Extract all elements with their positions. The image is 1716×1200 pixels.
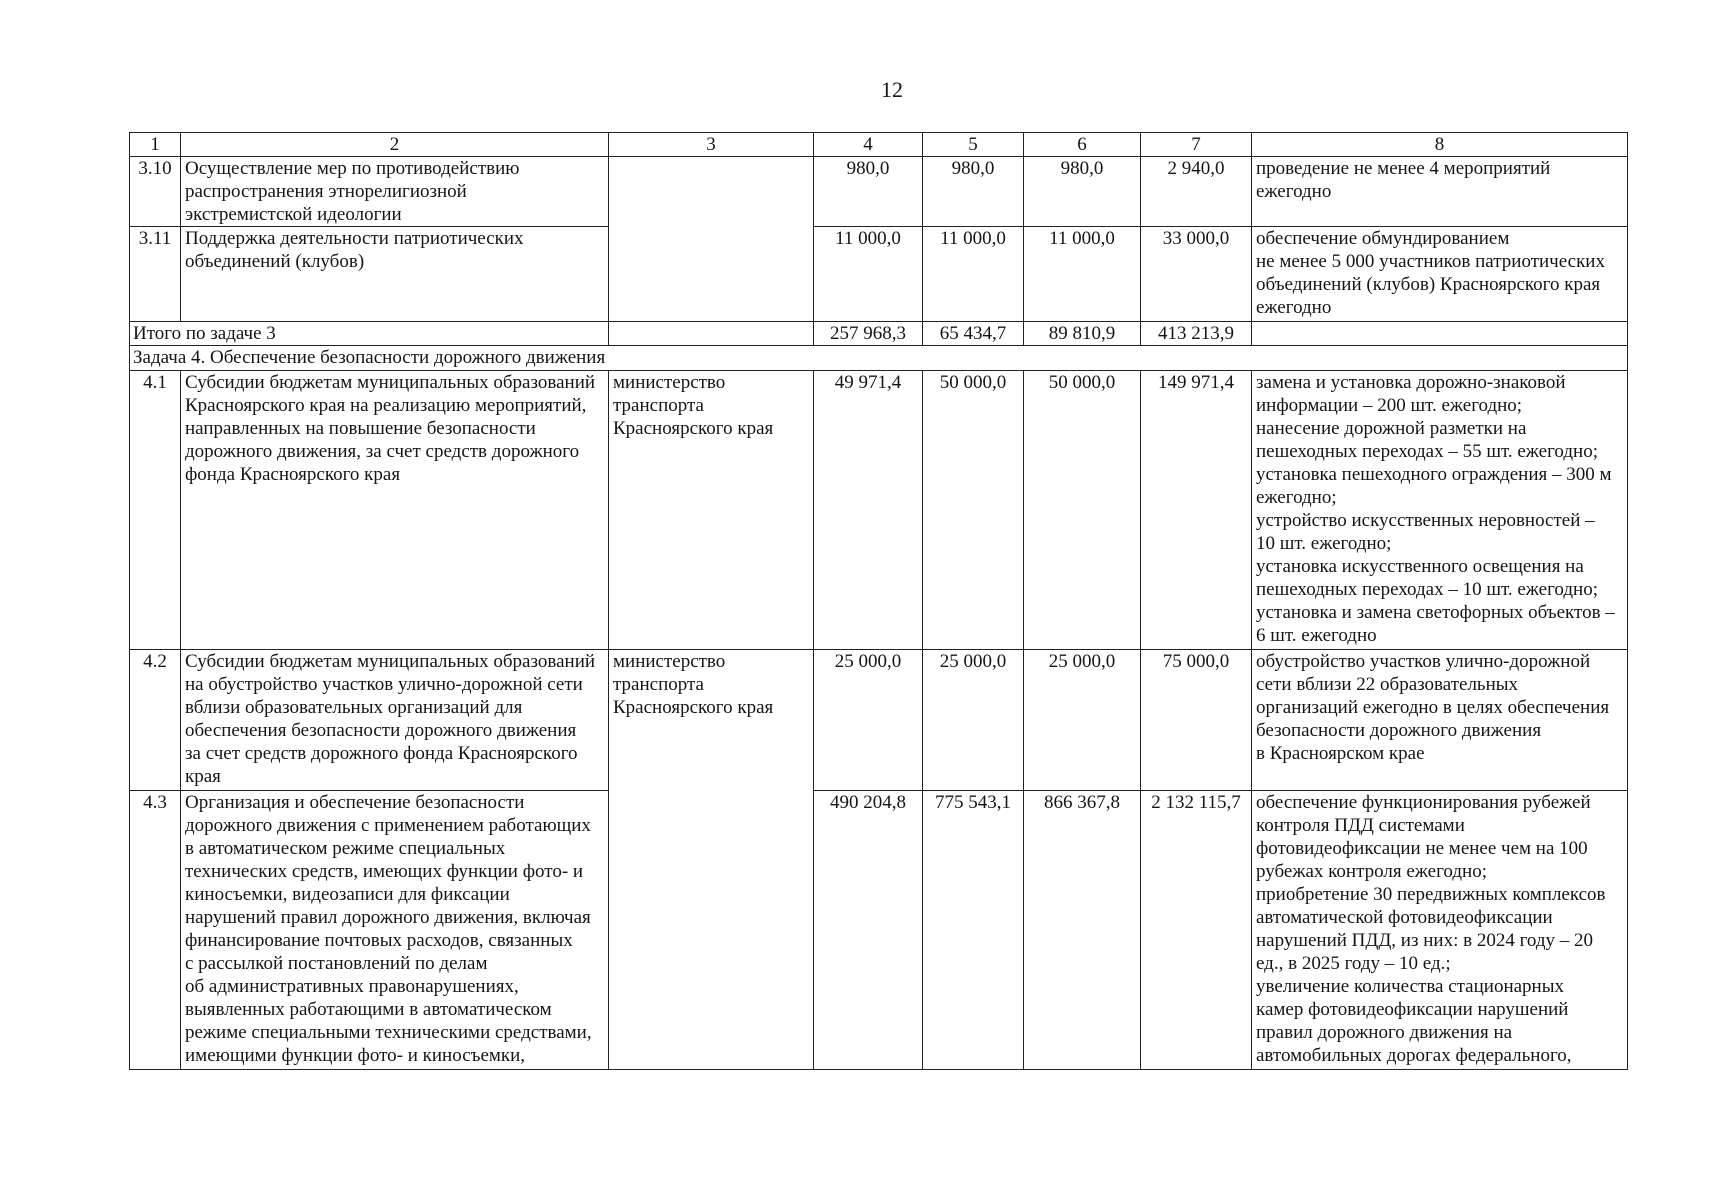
expected-result: обеспечение функционирования рубежей контроля ПДД системами фотовидеофиксации не менее чем на 100 рубежах контроля ежегодно; приобретение 30 передвижных комплексов автоматической фотовидеофиксации нарушений ПДД, из них: в 2024 году – 20 ед., в 2025 году – 10 ед.; увеличение количества стационарных камер фотовидеофиксации нарушений правил дорожного движения на автомобильных дорогах федерального, xyxy=(1252,791,1628,1070)
funding-year-1: 11 000,0 xyxy=(814,227,923,322)
executor: министерство транспорта Красноярского края xyxy=(609,650,814,1070)
subtotal-label: Итого по задаче 3 xyxy=(130,322,609,346)
row-number: 4.3 xyxy=(130,791,181,1070)
executor-cell xyxy=(609,157,814,322)
row-number: 3.11 xyxy=(130,227,181,322)
row-number: 3.10 xyxy=(130,157,181,227)
funding-year-1: 49 971,4 xyxy=(814,371,923,650)
measures-table xyxy=(129,132,1628,1070)
column-number-1: 1 xyxy=(130,133,181,157)
column-number-4: 4 xyxy=(814,133,923,157)
subtotal-result-cell xyxy=(1252,322,1628,346)
expected-result: проведение не менее 4 мероприятий ежегодно xyxy=(1252,157,1628,227)
funding-total: 33 000,0 xyxy=(1141,227,1252,322)
subtotal-year-3: 89 810,9 xyxy=(1024,322,1141,346)
table-row xyxy=(130,650,1628,791)
funding-year-3: 50 000,0 xyxy=(1024,371,1141,650)
task-4-heading: Задача 4. Обеспечение безопасности дорожного движения xyxy=(130,346,1628,371)
task-heading-row xyxy=(130,346,1628,371)
subtotal-year-1: 257 968,3 xyxy=(814,322,923,346)
measure-name: Субсидии бюджетам муниципальных образований на обустройство участков улично-дорожной сети вблизи образовательных организаций для обеспечения безопасности дорожного движения за счет средств дорожного фонда Красноярского края xyxy=(181,650,609,791)
subtotal-total: 413 213,9 xyxy=(1141,322,1252,346)
funding-year-1: 25 000,0 xyxy=(814,650,923,791)
funding-year-2: 775 543,1 xyxy=(923,791,1024,1070)
funding-total: 75 000,0 xyxy=(1141,650,1252,791)
table-row xyxy=(130,371,1628,650)
table-row xyxy=(130,157,1628,227)
funding-year-1: 490 204,8 xyxy=(814,791,923,1070)
column-number-7: 7 xyxy=(1141,133,1252,157)
expected-result: обеспечение обмундированием не менее 5 000 участников патриотических объединений (клубов) Красноярского края ежегодно xyxy=(1252,227,1628,322)
funding-year-3: 11 000,0 xyxy=(1024,227,1141,322)
row-number: 4.1 xyxy=(130,371,181,650)
funding-year-2: 25 000,0 xyxy=(923,650,1024,791)
measure-name: Поддержка деятельности патриотических объединений (клубов) xyxy=(181,227,609,322)
column-number-row xyxy=(130,133,1628,157)
measure-name: Осуществление мер по противодействию распространения этнорелигиозной экстремистской идеологии xyxy=(181,157,609,227)
subtotal-year-2: 65 434,7 xyxy=(923,322,1024,346)
column-number-6: 6 xyxy=(1024,133,1141,157)
funding-year-3: 980,0 xyxy=(1024,157,1141,227)
funding-year-2: 50 000,0 xyxy=(923,371,1024,650)
subtotal-executor-cell xyxy=(609,322,814,346)
page-number: 12 xyxy=(881,77,903,102)
funding-total: 149 971,4 xyxy=(1141,371,1252,650)
funding-total: 2 940,0 xyxy=(1141,157,1252,227)
executor: министерство транспорта Красноярского края xyxy=(609,371,814,650)
funding-year-3: 25 000,0 xyxy=(1024,650,1141,791)
measure-name: Субсидии бюджетам муниципальных образований Красноярского края на реализацию мероприятий, направленных на повышение безопасности дорожного движения, за счет средств дорожного фонда Красноярского края xyxy=(181,371,609,650)
column-number-3: 3 xyxy=(609,133,814,157)
column-number-2: 2 xyxy=(181,133,609,157)
column-number-8: 8 xyxy=(1252,133,1628,157)
column-number-5: 5 xyxy=(923,133,1024,157)
funding-year-3: 866 367,8 xyxy=(1024,791,1141,1070)
funding-year-2: 980,0 xyxy=(923,157,1024,227)
funding-year-2: 11 000,0 xyxy=(923,227,1024,322)
table-row xyxy=(130,227,1628,322)
expected-result: обустройство участков улично-дорожной сети вблизи 22 образовательных организаций ежегодно в целях обеспечения безопасности дорожного движения в Красноярском крае xyxy=(1252,650,1628,791)
funding-total: 2 132 115,7 xyxy=(1141,791,1252,1070)
table-row xyxy=(130,791,1628,1070)
measure-name: Организация и обеспечение безопасности дорожного движения с применением работающих в автоматическом режиме специальных технических средств, имеющих функции фото- и киносъемки, видеозаписи для фиксации нарушений правил дорожного движения, включая финансирование почтовых расходов, связанных с рассылкой постановлений по делам об административных правонарушениях, выявленных работающими в автоматическом режиме специальными техническими средствами, имеющими функции фото- и киносъемки, xyxy=(181,791,609,1070)
row-number: 4.2 xyxy=(130,650,181,791)
funding-year-1: 980,0 xyxy=(814,157,923,227)
expected-result: замена и установка дорожно-знаковой информации – 200 шт. ежегодно; нанесение дорожной разметки на пешеходных переходах – 55 шт. ежегодно; установка пешеходного ограждения – 300 м ежегодно; устройство искусственных неровностей – 10 шт. ежегодно; установка искусственного освещения на пешеходных переходах – 10 шт. ежегодно; установка и замена светофорных объектов – 6 шт. ежегодно xyxy=(1252,371,1628,650)
subtotal-row xyxy=(130,322,1628,346)
